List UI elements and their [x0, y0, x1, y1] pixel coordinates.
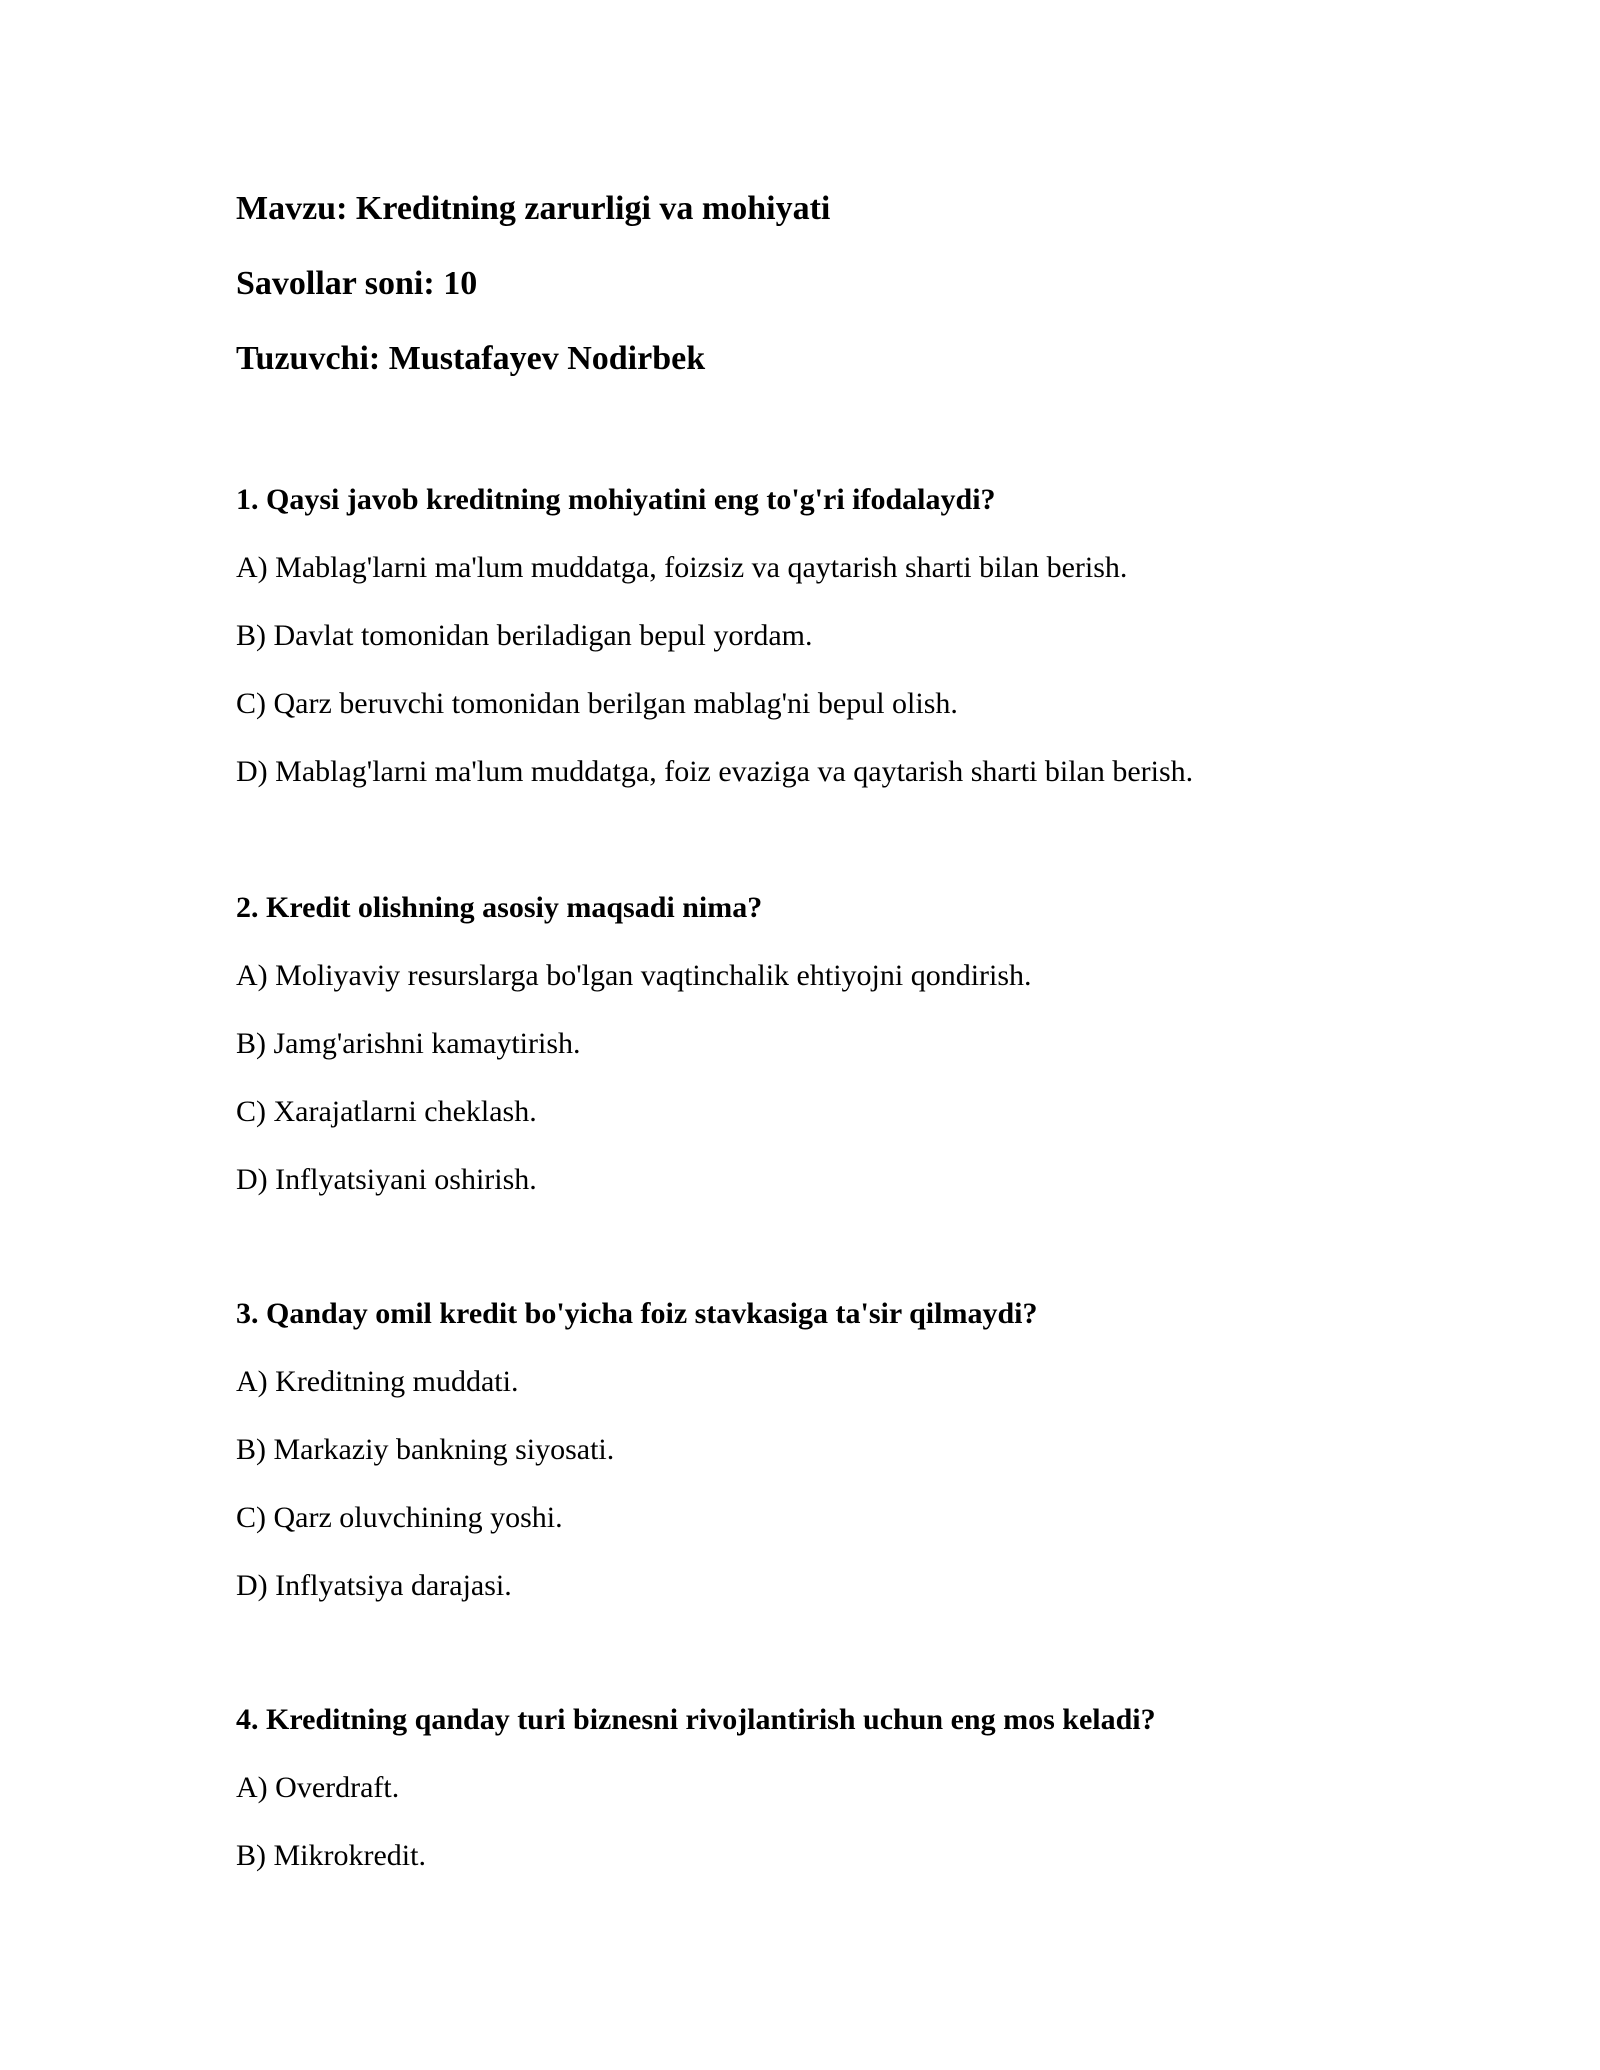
answer-options	[236, 550, 1416, 790]
author-heading: Tuzuvchi: Mustafayev Nodirbek	[236, 340, 706, 377]
answer-option-c: C) Qarz beruvchi tomonidan berilgan mablag'ni bepul olish.	[236, 687, 958, 720]
answer-option-a: A) Mablag'larni ma'lum muddatga, foizsiz va qaytarish sharti bilan berish.	[236, 551, 1128, 584]
question-text: 1. Qaysi javob kreditning mohiyatini eng to'g'ri ifodalaydi?	[236, 483, 996, 516]
question-block-4	[236, 1702, 1416, 1874]
answer-option-b: B) Jamg'arishni kamaytirish.	[236, 1027, 581, 1060]
question-block-3	[236, 1296, 1416, 1604]
answer-option-d: D) Inflyatsiya darajasi.	[236, 1569, 512, 1602]
question-text: 3. Qanday omil kredit bo'yicha foiz stavkasiga ta'sir qilmaydi?	[236, 1297, 1038, 1330]
answer-option-c: C) Xarajatlarni cheklash.	[236, 1095, 537, 1128]
answer-option-c: C) Qarz oluvchining yoshi.	[236, 1501, 563, 1534]
answer-option-b: B) Markaziy bankning siyosati.	[236, 1433, 615, 1466]
answer-options	[236, 1364, 1416, 1604]
question-block-1	[236, 482, 1416, 790]
answer-option-b: B) Davlat tomonidan beriladigan bepul yordam.	[236, 619, 813, 652]
question-count-heading: Savollar soni: 10	[236, 265, 478, 302]
topic-heading: Mavzu: Kreditning zarurligi va mohiyati	[236, 190, 831, 227]
question-text: 4. Kreditning qanday turi biznesni rivojlantirish uchun eng mos keladi?	[236, 1703, 1156, 1736]
answer-option-a: A) Overdraft.	[236, 1771, 400, 1804]
question-text: 2. Kredit olishning asosiy maqsadi nima?	[236, 891, 763, 924]
answer-option-d: D) Mablag'larni ma'lum muddatga, foiz evaziga va qaytarish sharti bilan berish.	[236, 755, 1194, 788]
answer-option-b: B) Mikrokredit.	[236, 1839, 426, 1872]
answer-option-d: D) Inflyatsiyani oshirish.	[236, 1163, 537, 1196]
answer-option-a: A) Kreditning muddati.	[236, 1365, 519, 1398]
answer-options	[236, 958, 1416, 1198]
question-block-2	[236, 890, 1416, 1198]
answer-options	[236, 1770, 1416, 1874]
answer-option-a: A) Moliyaviy resurslarga bo'lgan vaqtinchalik ehtiyojni qondirish.	[236, 959, 1032, 992]
